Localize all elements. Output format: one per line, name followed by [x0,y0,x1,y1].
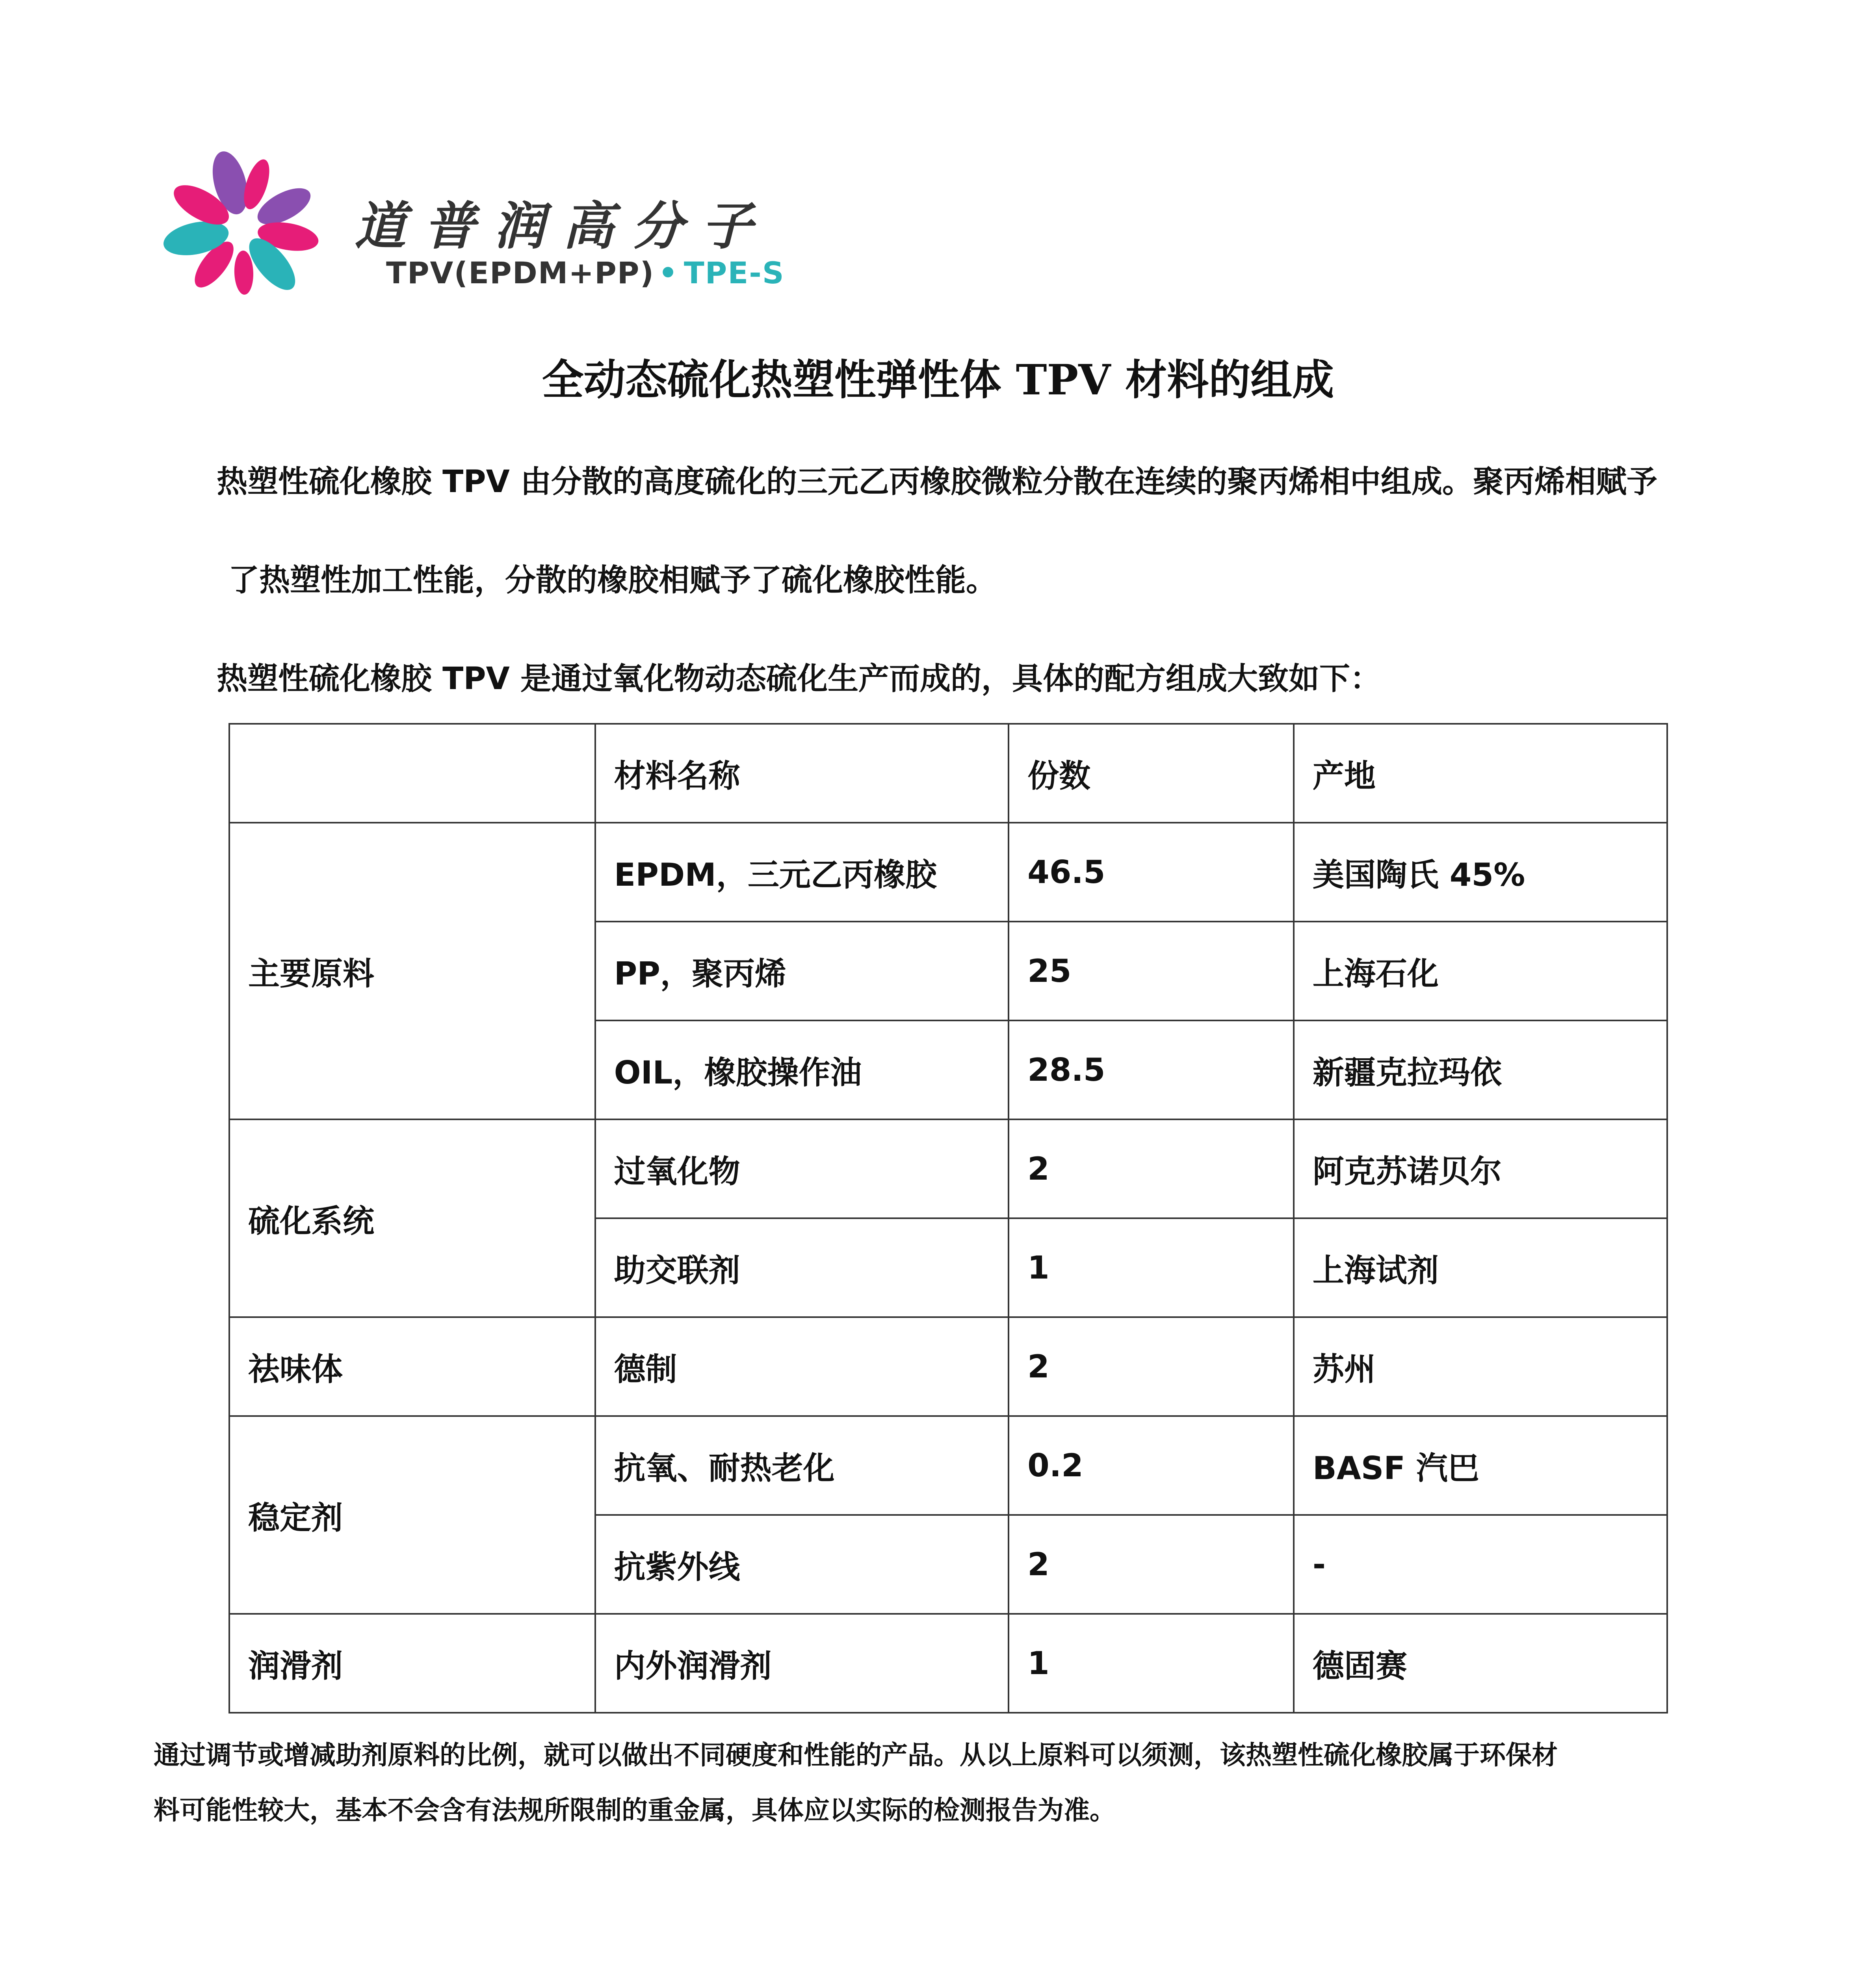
subtitle-separator: • [658,255,678,290]
material-cell: 抗紫外线 [595,1515,1009,1614]
header-cell: 产地 [1294,724,1667,823]
parts-cell: 1 [1009,1614,1294,1713]
origin-cell: - [1294,1515,1667,1614]
parts-cell: 46.5 [1009,823,1294,922]
origin-cell: 上海试剂 [1294,1218,1667,1317]
material-cell: 内外润滑剂 [595,1614,1009,1713]
origin-cell: BASF 汽巴 [1294,1416,1667,1515]
category-cell: 主要原料 [229,823,595,1119]
table-row [229,823,1667,922]
table-header-row [229,724,1667,823]
origin-cell: 新疆克拉玛依 [1294,1020,1667,1119]
parts-cell: 2 [1009,1119,1294,1218]
table-row [229,1614,1667,1713]
subtitle-main: TPV(EPDM+PP) [386,255,655,290]
parts-cell: 2 [1009,1317,1294,1416]
material-cell: EPDM，三元乙丙橡胶 [595,823,1009,922]
origin-cell: 上海石化 [1294,922,1667,1020]
subtitle-alt: TPE-S [684,255,785,290]
header-cell: 材料名称 [595,724,1009,823]
intro-line-2: 了热塑性加工性能，分散的橡胶相赋予了硫化橡胶性能。 [228,563,997,598]
table-row [229,1119,1667,1218]
material-cell: OIL，橡胶操作油 [595,1020,1009,1119]
material-cell: 助交联剂 [595,1218,1009,1317]
category-cell: 硫化系统 [229,1119,595,1317]
parts-cell: 0.2 [1009,1416,1294,1515]
company-logo [154,150,331,307]
brand-name: 道普润高分子 [355,196,771,256]
header-cell [229,724,595,823]
conclusion-paragraph [154,1728,1729,1838]
table-row [229,1416,1667,1515]
parts-cell: 1 [1009,1218,1294,1317]
origin-cell: 阿克苏诺贝尔 [1294,1119,1667,1218]
intro-line-3: 热塑性硫化橡胶 TPV 是通过氧化物动态硫化生产而成的，具体的配方组成大致如下： [217,661,1381,697]
table-row [229,1317,1667,1416]
parts-cell: 2 [1009,1515,1294,1614]
document-title: 全动态硫化热塑性弹性体 TPV 材料的组成 [542,355,1334,404]
formula-table [228,723,1668,1714]
conclusion-line: 通过调节或增减助剂原料的比例，就可以做出不同硬度和性能的产品。从以上原料可以须测，该热塑性硫化橡胶属于环保材 [154,1740,1558,1770]
header-cell: 份数 [1009,724,1294,823]
material-cell: 德制 [595,1317,1009,1416]
category-cell: 润滑剂 [229,1614,595,1713]
intro-line-1: 热塑性硫化橡胶 TPV 由分散的高度硫化的三元乙丙橡胶微粒分散在连续的聚丙烯相中组成。聚丙烯相赋予 [217,464,1658,500]
parts-cell: 28.5 [1009,1020,1294,1119]
origin-cell: 德固赛 [1294,1614,1667,1713]
category-cell: 稳定剂 [229,1416,595,1614]
material-cell: 抗氧、耐热老化 [595,1416,1009,1515]
brand-subtitle [386,255,785,290]
origin-cell: 美国陶氏 45% [1294,823,1667,922]
conclusion-line: 料可能性较大，基本不会含有法规所限制的重金属，具体应以实际的检测报告为准。 [154,1795,1116,1825]
material-cell: PP，聚丙烯 [595,922,1009,1020]
material-cell: 过氧化物 [595,1119,1009,1218]
category-cell: 祛味体 [229,1317,595,1416]
origin-cell: 苏州 [1294,1317,1667,1416]
parts-cell: 25 [1009,922,1294,1020]
